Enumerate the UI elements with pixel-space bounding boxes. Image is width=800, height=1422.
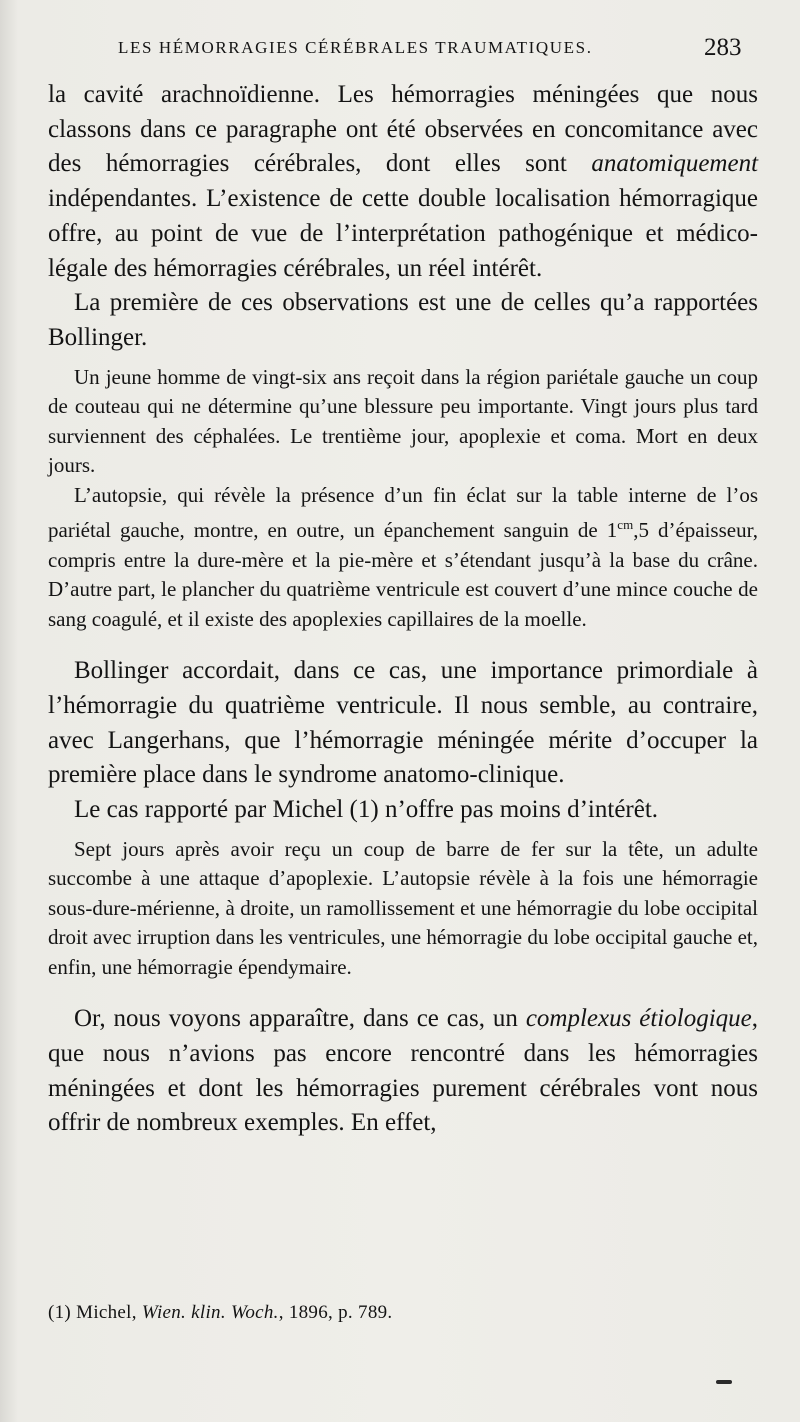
observation-2: Sept jours après avoir reçu un coup de barre de fer sur la tête, un adulte succombe à une attaque d’apoplexie. L’autopsie révèle à la fois une hémorragie sous-dure-mérienne, à droite, un ramollissement et une hémorragie du lobe occipital droit avec irruption dans les ventricules, une hémorragie du lobe occipital gauche et, enfin, une hémorragie épendymaire. (48, 836, 758, 979)
paragraph-5 (48, 1002, 758, 1141)
footnote-journal: Wien. klin. Woch. (141, 1302, 279, 1323)
paragraph-5-text-a: Or, nous voyons apparaître, dans ce cas, un (74, 1005, 518, 1033)
paragraph-1-italic: anatomiquement (591, 150, 759, 178)
paragraph-5-italic: complexus étiologique (525, 1005, 752, 1033)
main-text (48, 78, 758, 1141)
running-head (0, 34, 800, 68)
footnote (48, 1302, 748, 1324)
footnote-author: Michel, (76, 1302, 137, 1323)
paragraph-1 (48, 78, 758, 286)
paragraph-5-text-b: , que nous n’avions pas encore rencontré dans les hémorragies méningées et dont les hémorragies purement cérébrales vont nous offrir de nombreux exemples. En effet, (48, 1005, 758, 1137)
paragraph-4: Le cas rapporté par Michel (1) n’offre pas moins d’intérêt. (74, 795, 659, 823)
observation-1-text-b: ,5 d’épaisseur, compris entre la dure-mère et la pie-mère et s’étendant jusqu’à la base du crâne. D’autre part, le plancher du quatrième ventricule est couvert d’une mince couche de sang coagulé, et il existe des apoplexies capillaires de la moelle. (48, 518, 759, 631)
ink-speck (716, 1380, 732, 1384)
observation-1-paragraph-2 (48, 481, 758, 635)
paragraph-1-end: indépendantes. L’existence de cette double localisation hémorragique offre, au point de vue de l’interprétation pathogénique et médico-légale des hémorragies cérébrales, un réel intérêt. (48, 185, 758, 282)
footnote-details: , 1896, p. 789. (278, 1302, 393, 1323)
page-number: 283 (704, 34, 742, 61)
paragraph-3: Bollinger accordait, dans ce cas, une importance primordiale à l’hémorragie du quatrième ventricule. Il nous semble, au contraire, avec Langerhans, que l’hémorragie méningée mérite d’occuper la première place dans le syndrome anatomo-clinique. (48, 657, 758, 789)
observation-1-paragraph-1: Un jeune homme de vingt-six ans reçoit dans la région pariétale gauche un coup de couteau qui ne détermine qu’une blessure peu importante. Vingt jours plus tard surviennent des céphalées. Le trentième jour, apoplexie et coma. Mort en deux jours. (48, 364, 758, 478)
paragraph-1-text: la cavité arachnoïdienne. Les hémorragies méningées que nous classons dans ce paragraphe ont été observées en concomitance avec des hémorragies cérébrales, dont elles sont (48, 81, 758, 178)
footnote-marker: (1) (48, 1302, 72, 1323)
observation-1-unit: cm (617, 517, 634, 533)
running-title: LES HÉMORRAGIES CÉRÉBRALES TRAUMATIQUES. (118, 38, 593, 57)
observation-1-text-a: L’autopsie, qui révèle la présence d’un fin éclat sur la table interne de l’os pariétal gauche, montre, en outre, un épanchement sanguin de 1 (48, 482, 758, 543)
paragraph-2: La première de ces observations est une de celles qu’a rapportées Bollinger. (48, 289, 758, 351)
